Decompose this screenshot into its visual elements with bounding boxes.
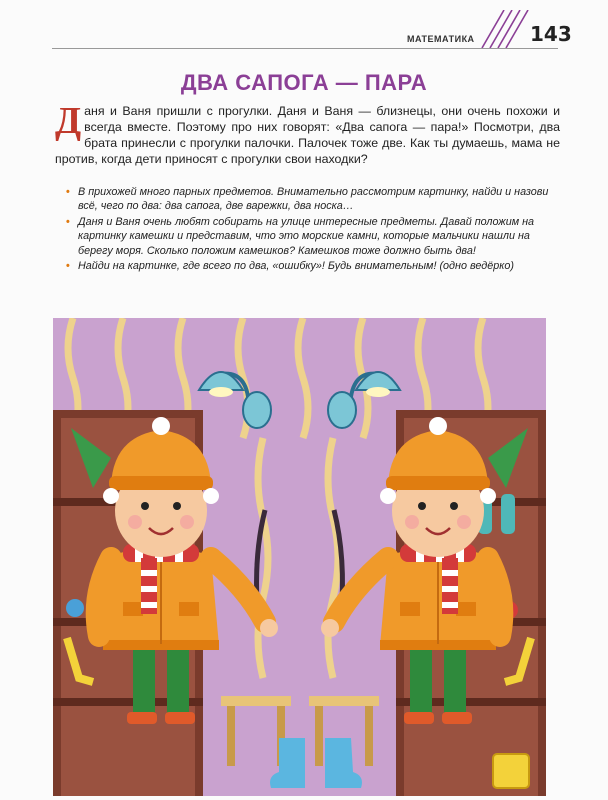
intro-text: аня и Ваня пришли с прогулки. Даня и Ваня — близнецы, они очень похожи и всегда вместе. Поэтому про них говорят: «Два сапога — пара!» Посмотри, два брата принесли с прогулки палочки. Палочек тоже две. Как ты думаешь, мама не против, когда дети приносят с прогулки свои находки? xyxy=(55,104,560,166)
task-item: • Найди на картинке, где всего по два, «ошибку»! Будь внимательным! (одно ведёрко) xyxy=(66,259,561,273)
task-item: • Даня и Ваня очень любят собирать на улице интересные предметы. Давай положим на картинку камешки и представим, что это морские камни, которые мальчики нашли на берегу моря. Сколько положим камешков? Камешков тоже должно быть два! xyxy=(66,215,561,258)
header-rule xyxy=(52,48,558,49)
task-list xyxy=(66,185,561,274)
twins-hallway-illustration xyxy=(53,318,546,796)
header-stripes-decoration xyxy=(478,10,534,48)
page-number: 143 xyxy=(530,22,572,46)
task-item: • В прихожей много парных предметов. Внимательно рассмотрим картинку, найди и назови всё, чего по два: два сапога, две варежки, два носка… xyxy=(66,185,561,214)
section-label: МАТЕМАТИКА xyxy=(407,34,475,44)
page-title: ДВА САПОГА — ПАРА xyxy=(180,70,428,95)
drop-cap: Д xyxy=(55,100,82,142)
intro-paragraph xyxy=(55,100,560,167)
